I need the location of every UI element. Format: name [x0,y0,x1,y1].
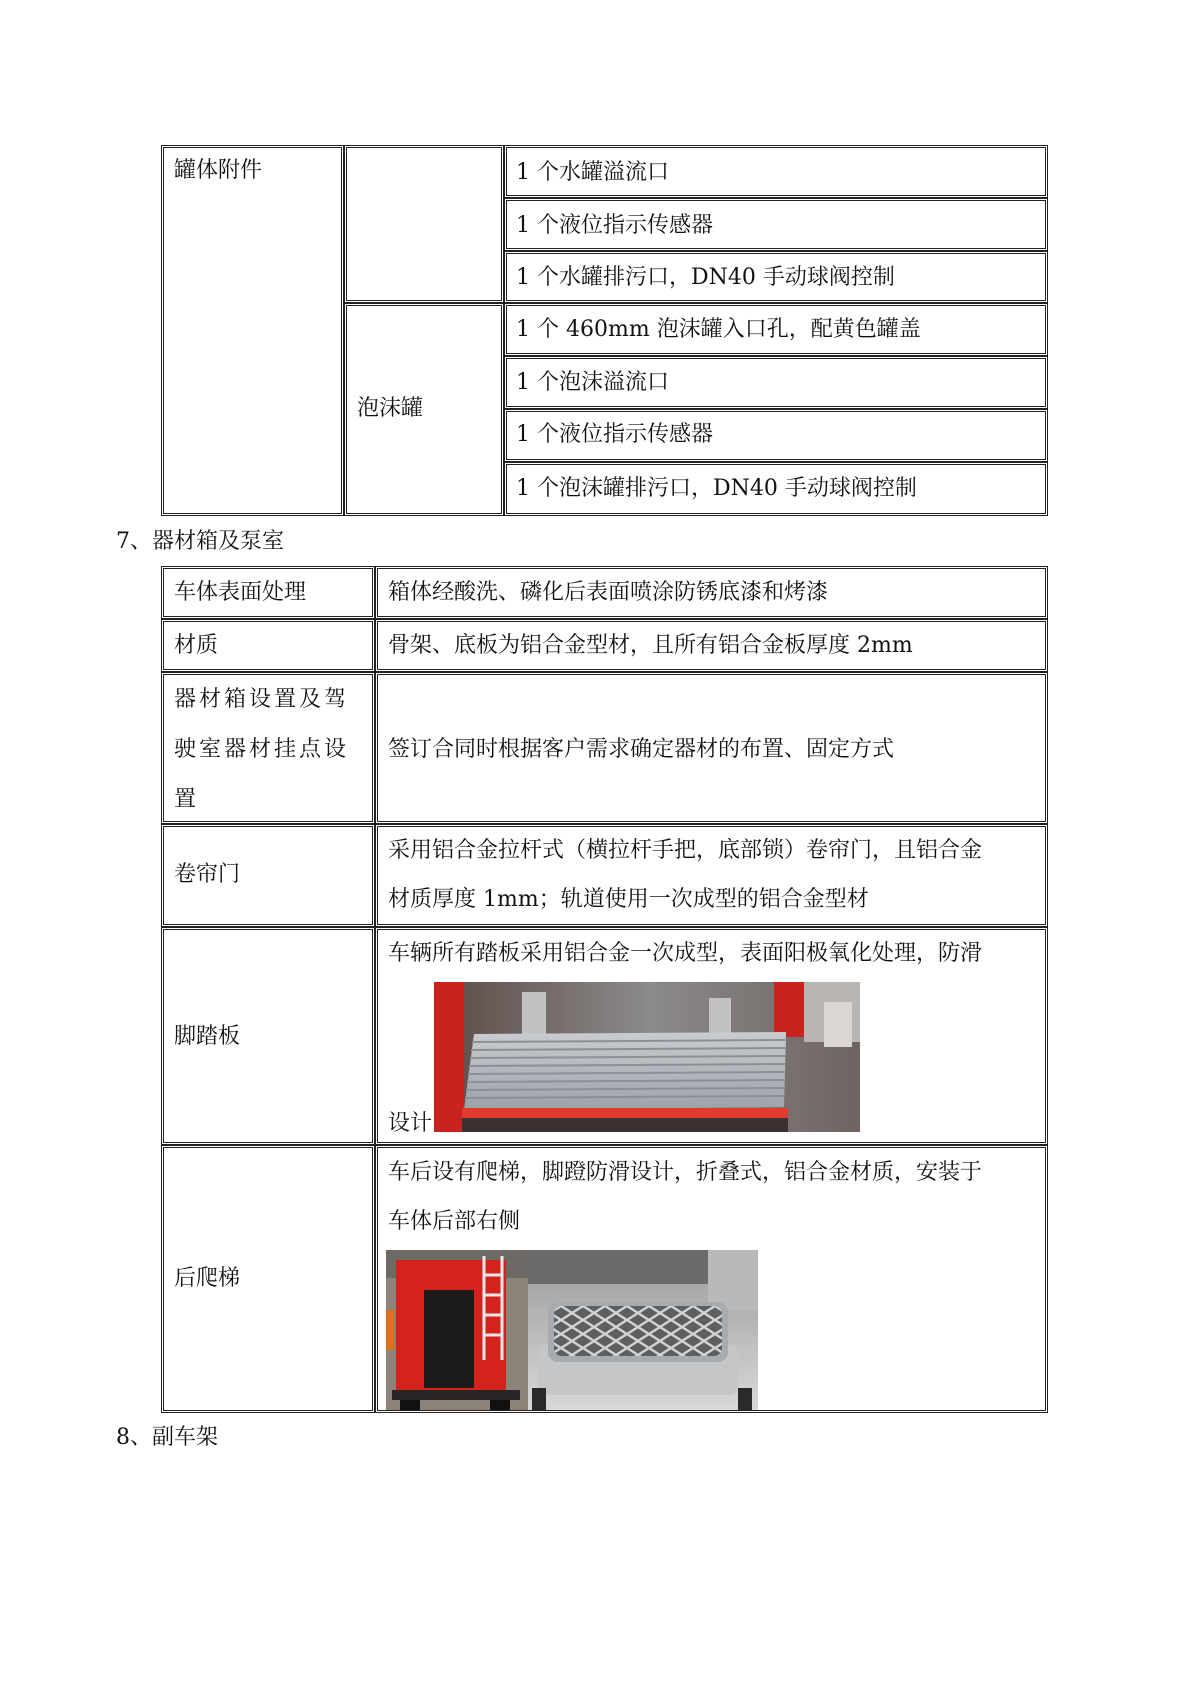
table2-value: 签订合同时根据客户需求确定器材的布置、固定方式 [388,737,895,762]
table1-row-text: 1 个液位指示传感器 [516,213,713,238]
table2-value-line: 采用铝合金拉杆式（横拉杆手把，底部锁）卷帘门，且铝合金 [388,838,983,863]
table2-value: 骨架、底板为铝合金型材，且所有铝合金板厚度 2mm [388,633,913,658]
table2-value-tail: 设计 [388,1111,433,1136]
table2-label-line: 置 [174,787,197,812]
table2-label-line: 驶室器材挂点设 [174,737,350,762]
table1-row-text: 1 个泡沫溢流口 [516,370,669,395]
table1-foam-label: 泡沫罐 [357,396,424,421]
section-heading: 8、副车架 [116,1425,218,1450]
table1-water-group-cell [344,145,504,303]
section-heading: 7、器材箱及泵室 [116,529,284,554]
table1-row-text: 1 个泡沫罐排污口，DN40 手动球阀控制 [516,476,917,501]
table2-label: 卷帘门 [174,862,241,887]
table1-row-text: 1 个液位指示传感器 [516,422,713,447]
table2-value-line: 车后设有爬梯，脚蹬防滑设计，折叠式，铝合金材质，安装于 [388,1160,983,1185]
table2-label: 后爬梯 [174,1266,241,1291]
table1-category-cell [161,145,344,516]
footboard-photo [434,982,860,1132]
table2-label: 材质 [174,633,219,658]
table2-value-line: 车体后部右侧 [388,1209,521,1234]
table1-row-text: 1 个水罐溢流口 [516,160,669,185]
table1-category-label: 罐体附件 [174,158,263,183]
table2-label: 车体表面处理 [174,580,307,605]
table2-label: 脚踏板 [174,1024,241,1049]
ladder-step-photo [528,1250,758,1410]
table1-row-text: 1 个水罐排污口，DN40 手动球阀控制 [516,265,895,290]
table2-label-line: 器材箱设置及驾 [174,687,350,712]
table2-value-line: 材质厚度 1mm；轨道使用一次成型的铝合金型材 [388,887,869,912]
rear-truck-photo [386,1250,528,1410]
table2-value-line: 车辆所有踏板采用铝合金一次成型，表面阳极氧化处理，防滑 [388,941,983,966]
table1-row-text: 1 个 460mm 泡沫罐入口孔，配黄色罐盖 [516,317,921,342]
table2-value: 箱体经酸洗、磷化后表面喷涂防锈底漆和烤漆 [388,580,829,605]
